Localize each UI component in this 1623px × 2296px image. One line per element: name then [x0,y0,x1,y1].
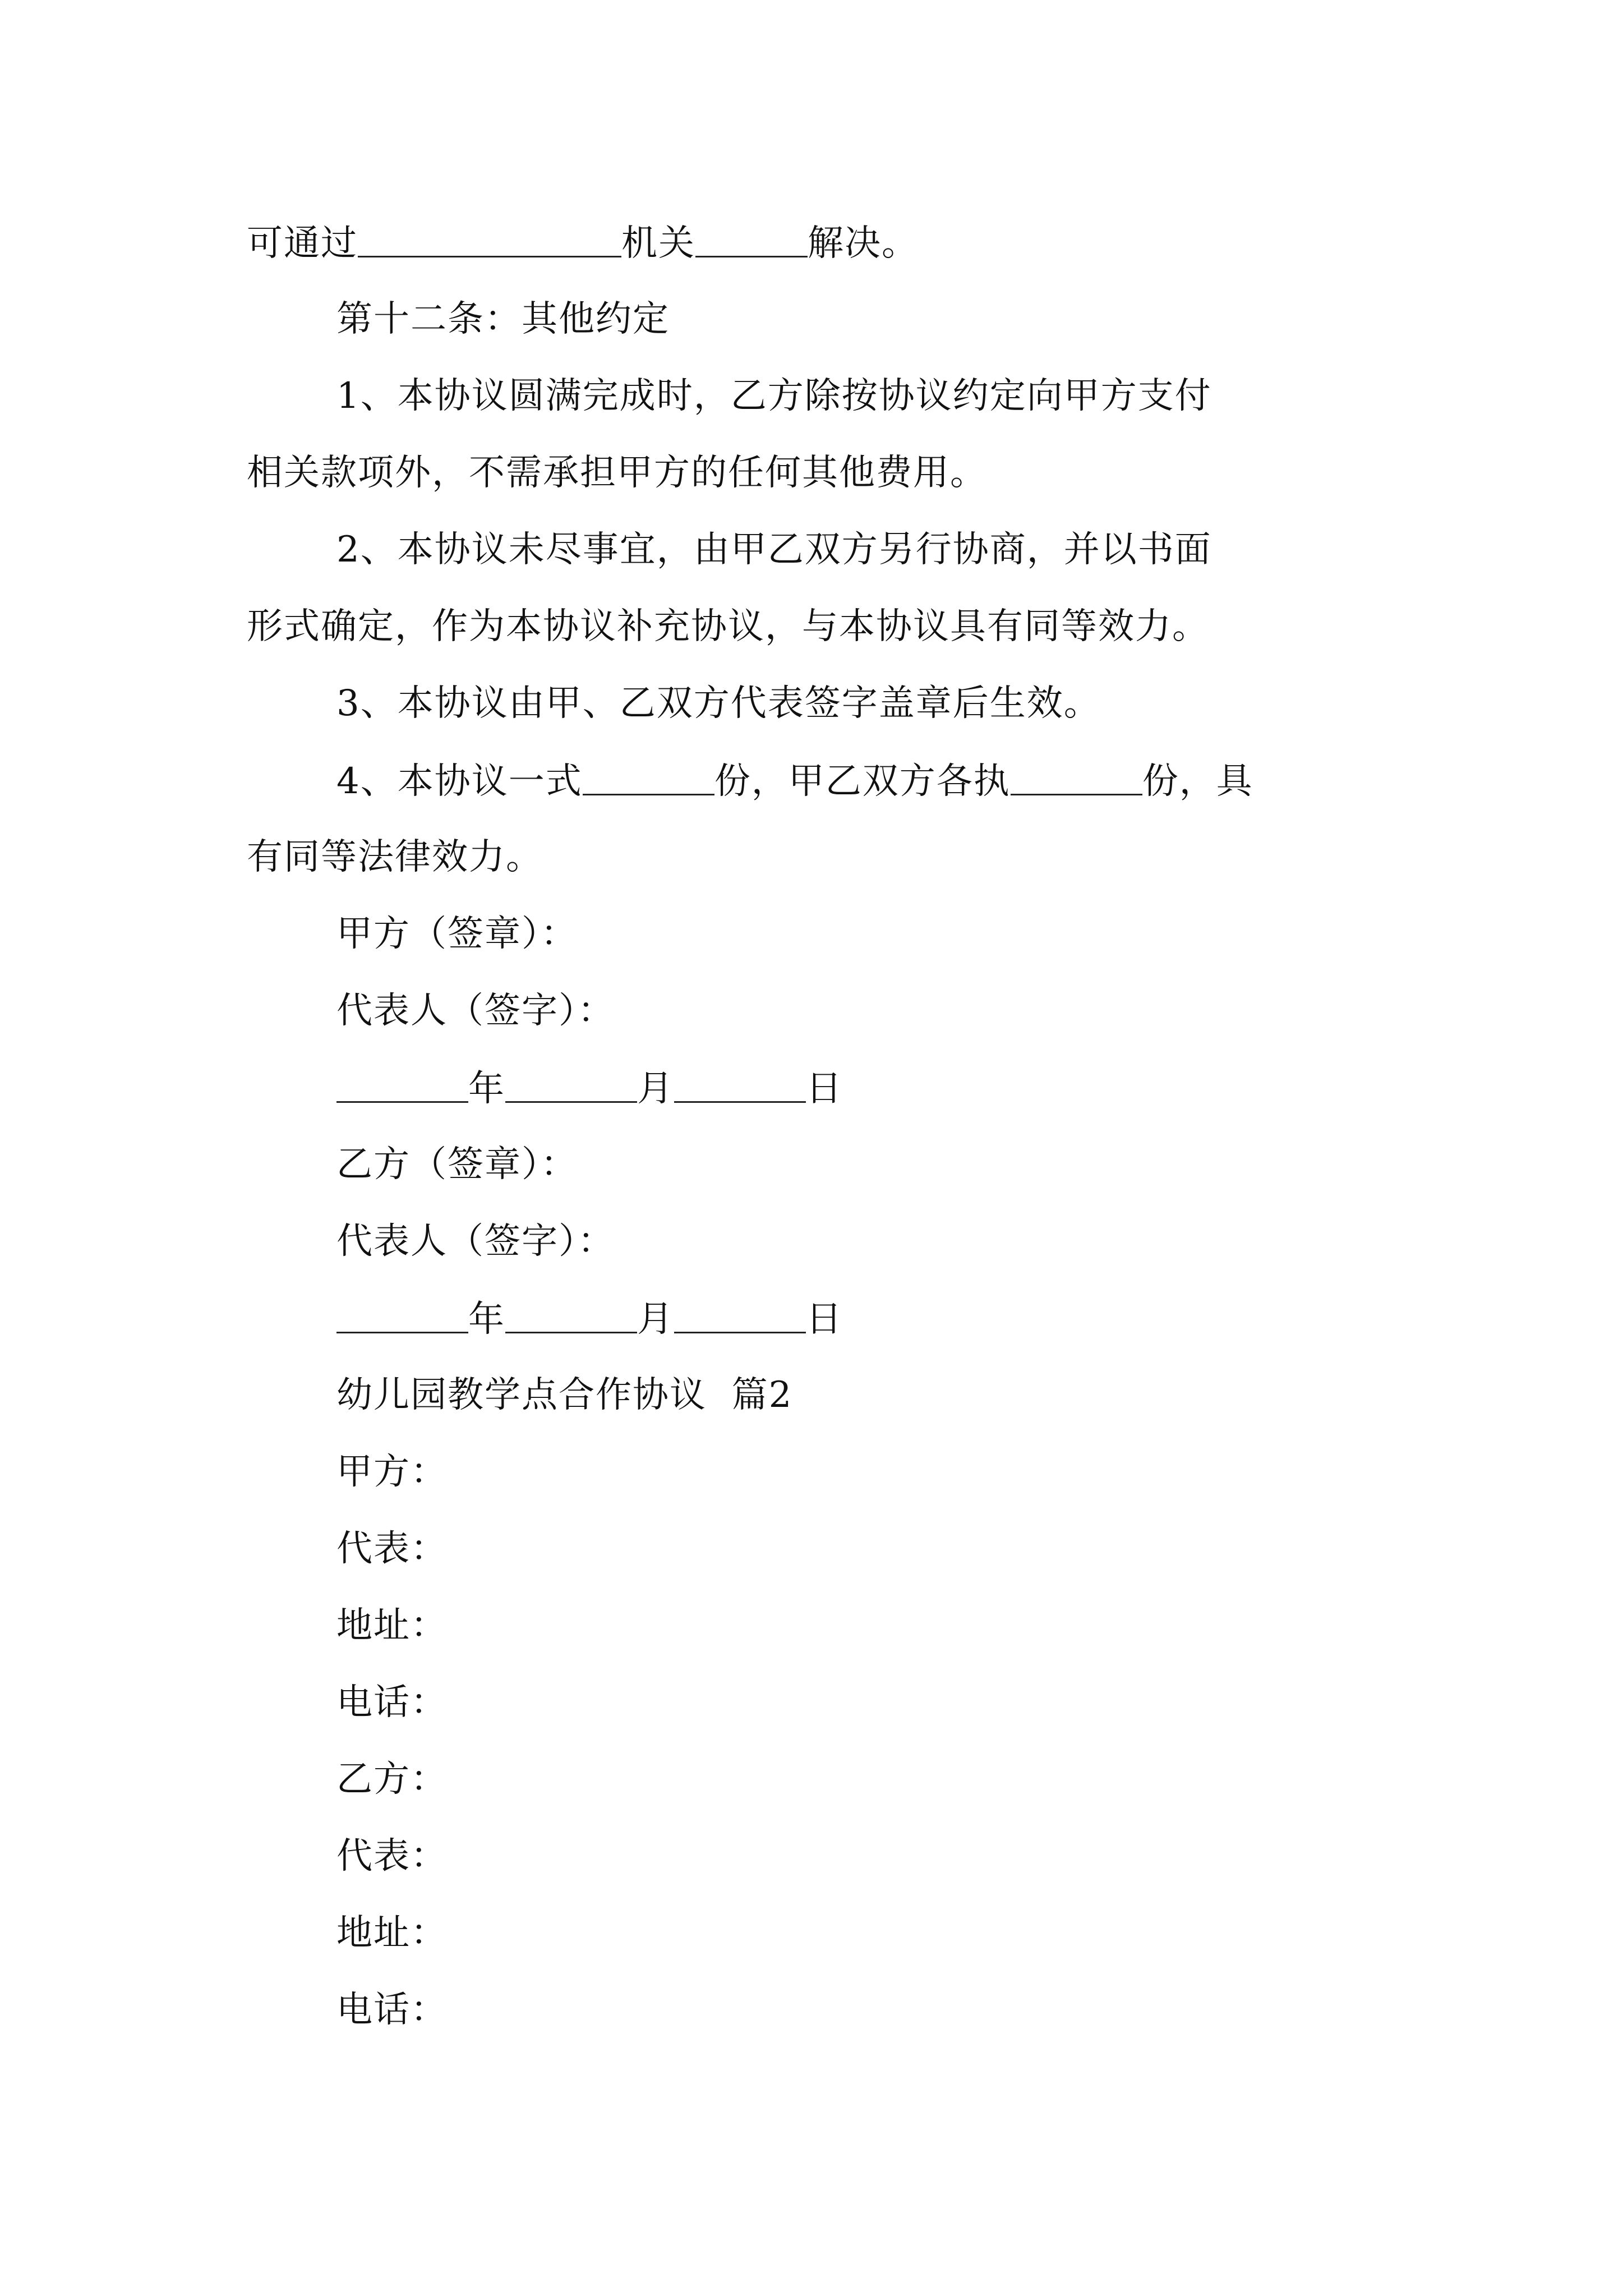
year-label: 年 [468,1068,505,1110]
item4-suffix: 份，具 [1142,761,1253,802]
section2-party-b-rep-label: 代表： [336,1835,448,1877]
party-b-year-blank[interactable] [336,1300,468,1333]
clause12-item4-line1 [336,761,1253,802]
day-label: 日 [806,1068,843,1110]
clause11-prefix: 可通过 [247,223,358,264]
method-blank[interactable] [695,224,808,257]
party-a-day-blank[interactable] [674,1070,806,1103]
month-label: 月 [637,1068,674,1110]
copies-each-blank[interactable] [1011,762,1142,795]
party-b-date-line [336,1299,843,1340]
party-a-month-blank[interactable] [505,1070,637,1103]
item4-middle: 份，甲乙双方各执 [714,761,1011,802]
party-b-rep-label: 代表人（签字）： [336,1221,615,1262]
month-label: 月 [637,1299,674,1340]
party-b-day-blank[interactable] [674,1300,806,1333]
party-a-date-line [336,1068,843,1110]
section2-party-a-label: 甲方： [336,1451,448,1493]
clause12-item4-line2: 有同等法律效力。 [247,836,543,878]
party-a-year-blank[interactable] [336,1070,468,1103]
section2-party-a-phone-label: 电话： [336,1682,448,1723]
section2-party-b-phone-label: 电话： [336,1989,448,2031]
clause12-item1-line1: 1、本协议圆满完成时，乙方除按协议约定向甲方支付 [336,375,1212,417]
day-label: 日 [806,1299,843,1340]
clause12-item1-line2: 相关款项外，不需承担甲方的任何其他费用。 [247,452,987,494]
party-b-seal-label: 乙方（签章）： [336,1144,578,1185]
section2-title: 幼儿园教学点合作协议 篇2 [336,1374,793,1416]
authority-blank[interactable] [358,224,621,257]
clause11-tail-line [247,223,919,264]
section2-party-b-label: 乙方： [336,1759,448,1800]
clause12-item2-line1: 2、本协议未尽事宜，由甲乙双方另行协商，并以书面 [336,529,1212,570]
clause12-title: 第十二条：其他约定 [336,298,670,340]
party-a-rep-label: 代表人（签字）： [336,990,615,1032]
clause11-suffix: 解决。 [808,223,919,264]
copies-total-blank[interactable] [583,762,714,795]
party-a-seal-label: 甲方（签章）： [336,913,578,955]
year-label: 年 [468,1299,505,1340]
section2-party-a-address-label: 地址： [336,1605,448,1646]
clause12-item2-line2: 形式确定，作为本协议补充协议，与本协议具有同等效力。 [247,606,1209,647]
party-b-month-blank[interactable] [505,1300,637,1333]
item4-prefix: 4、本协议一式 [336,761,583,802]
clause11-middle: 机关 [621,223,695,264]
section2-party-a-rep-label: 代表： [336,1528,448,1570]
section2-party-b-address-label: 地址： [336,1912,448,1954]
clause12-item3: 3、本协议由甲、乙双方代表签字盖章后生效。 [336,683,1101,724]
